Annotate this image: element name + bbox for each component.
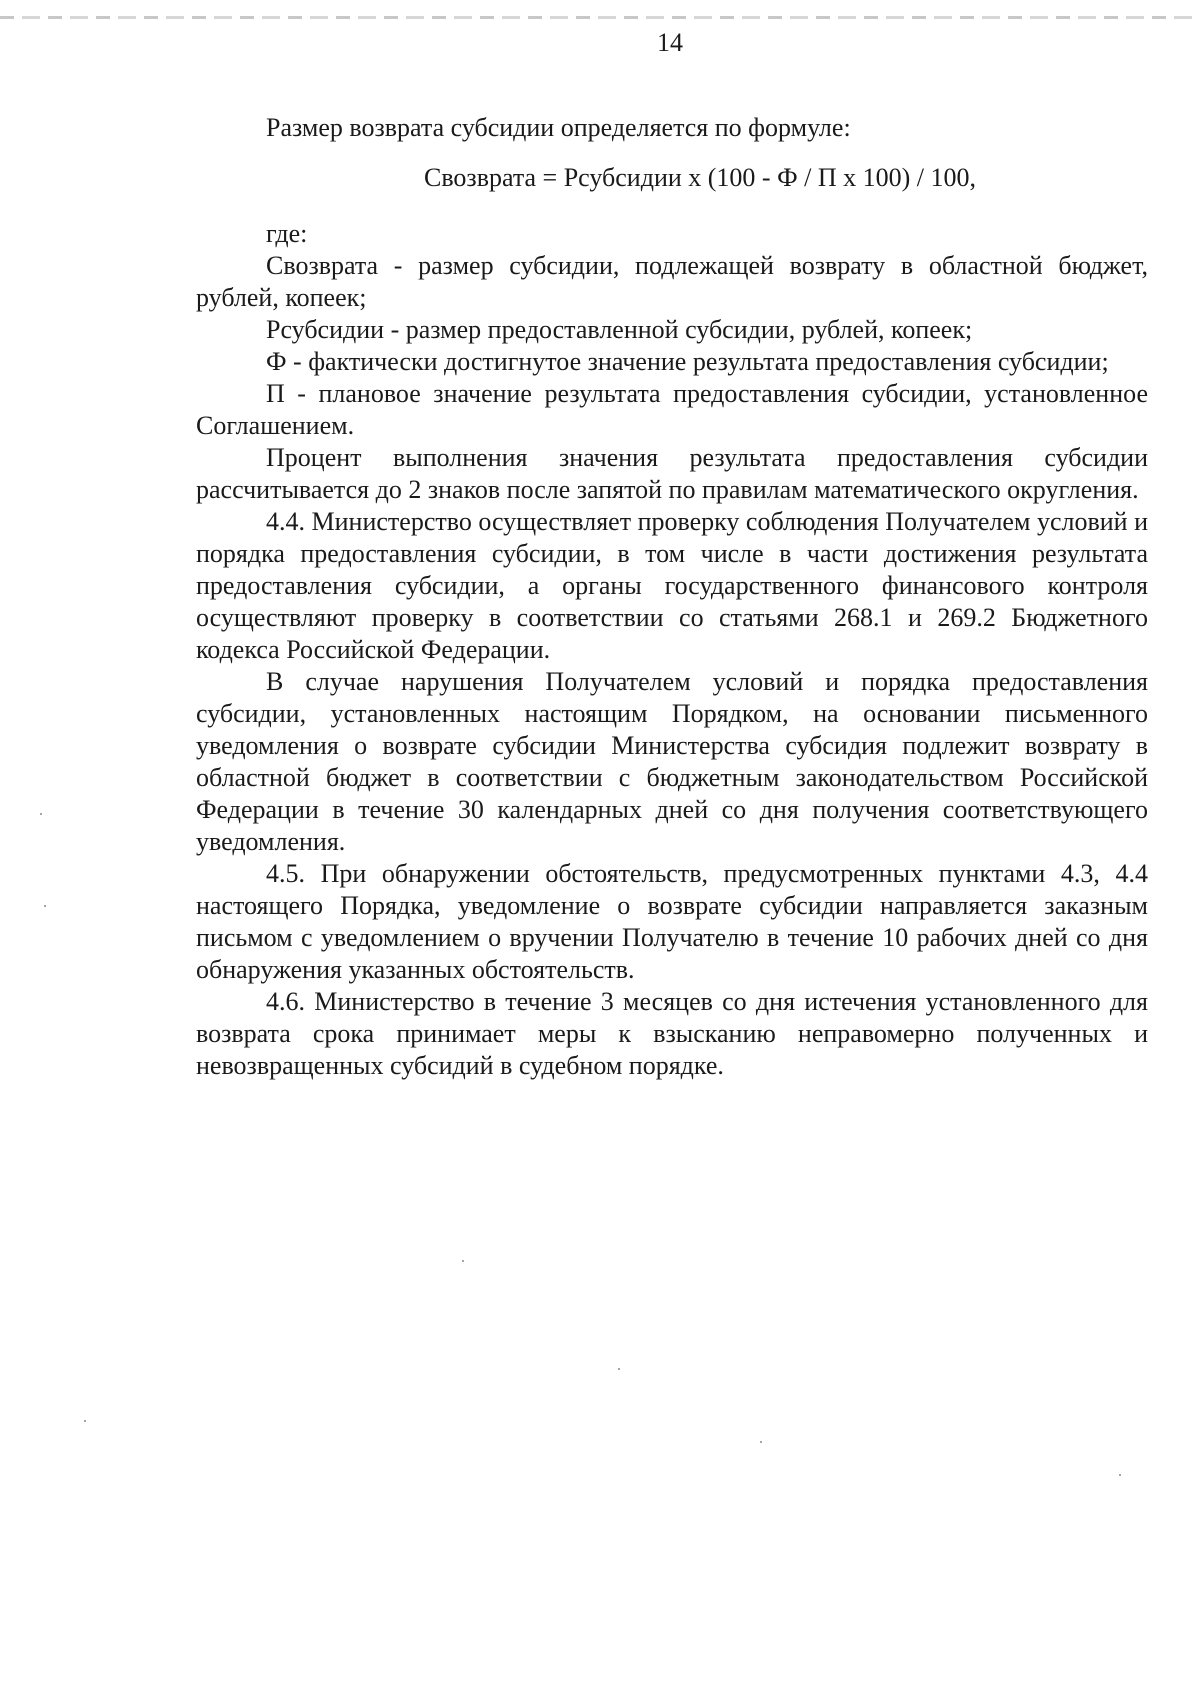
scan-speck <box>40 813 42 815</box>
paragraph-4-6: 4.6. Министерство в течение 3 месяцев со дня истечения установленного для возврата срока принимает меры к взысканию неправомерно полученных и невозвращенных субсидий в судебном порядке. <box>196 987 1148 1080</box>
document-body <box>196 112 1148 1082</box>
paragraph-violation-return: В случае нарушения Получателем условий и порядка предоставления субсидии, установленных настоящим Порядком, на основании письменного уведомления о возврате субсидии Министерства субсидия подлежит возврату в областной бюджет в соответствии с бюджетным законодательством Российской Федерации в течение 30 календарных дней со дня получения соответствующего уведомления. <box>196 667 1148 856</box>
scan-speck <box>760 1441 762 1443</box>
definition-text: - размер предоставленной субсидии, рублей, копеек; <box>384 315 973 344</box>
scan-speck <box>462 1260 464 1262</box>
scan-speck <box>618 1368 620 1370</box>
definition-planned-value <box>196 378 1148 442</box>
definition-text: - размер субсидии, подлежащей возврату в областной бюджет, рублей, копеек; <box>196 251 1148 312</box>
scan-speck <box>1119 1474 1121 1476</box>
formula-intro: Размер возврата субсидии определяется по формуле: <box>266 113 851 142</box>
page-number: 14 <box>657 28 683 57</box>
definition-term: Свозврата <box>266 251 379 280</box>
definition-text: - плановое значение результата предоставления субсидии, установленное Соглашением. <box>196 379 1148 440</box>
paragraph-percentage-rounding: Процент выполнения значения результата предоставления субсидии рассчитывается до 2 знаков после запятой по правилам математического округления. <box>196 443 1148 504</box>
paragraph-4-4: 4.4. Министерство осуществляет проверку соблюдения Получателем условий и порядка предоставления субсидии, в том числе в части достижения результата предоставления субсидии, а органы государственного финансового контроля осуществляют проверку в соответствии со статьями 268.1 и 269.2 Бюджетного кодекса Российской Федерации. <box>196 507 1148 664</box>
definition-text: - фактически достигнутое значение результата предоставления субсидии; <box>286 347 1109 376</box>
where-label: где: <box>266 219 308 248</box>
definition-term: П <box>266 379 285 408</box>
definition-subsidy-amount <box>196 314 1148 346</box>
definition-term: Рсубсидии <box>266 315 385 344</box>
scan-edge-artifact <box>0 16 1200 19</box>
return-formula: Свозврата = Рсубсидии х (100 - Ф / П х 100) / 100, <box>423 163 977 192</box>
paragraph-4-5: 4.5. При обнаружении обстоятельств, предусмотренных пунктами 4.3, 4.4 настоящего Порядка, уведомление о возврате субсидии направляется заказным письмом с уведомлением о вручении Получателю в течение 10 рабочих дней со дня обнаружения указанных обстоятельств. <box>196 859 1148 984</box>
definition-term: Ф <box>266 347 287 376</box>
definition-actual-value <box>196 346 1148 378</box>
definition-return-amount <box>196 250 1148 314</box>
scan-speck <box>44 905 46 907</box>
scan-speck <box>84 1420 86 1422</box>
